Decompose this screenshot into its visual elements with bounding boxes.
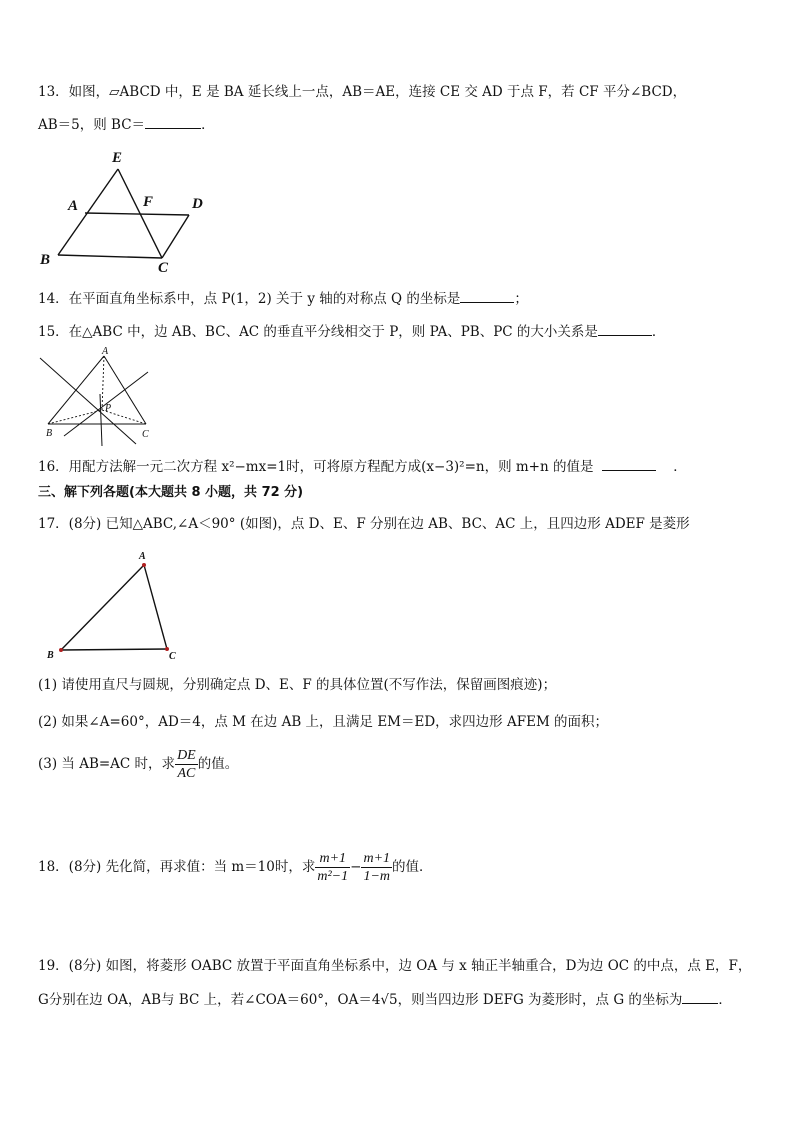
q15-suffix: ． [651,324,666,340]
q13-label-d: D [192,196,203,212]
q15-bisector-bc [100,394,102,446]
q19-line2-suffix: ． [718,992,732,1008]
q17-stem: 17．(8分) 已知△ABC,∠A＜90° (如图)，点 D、E、F 分别在边 AB、BC、AC 上，且四边形 ADEF 是菱形 [38,516,690,532]
q17-side-ab [61,565,144,650]
q15-segment-pa [102,356,104,410]
section-3-title: 三、解下列各题(本大题共 8 小题，共 72 分) [38,485,304,500]
q17-sub3 [38,744,238,784]
q13-answer-blank[interactable] [145,114,201,129]
q13-label-c: C [158,260,169,276]
q16-line [38,456,687,477]
q18-fraction-2 [361,850,392,885]
q18-suffix: 的值． [392,859,433,875]
q13-figure [34,146,224,278]
q18-fraction-1 [315,850,350,885]
q15-label-a: A [102,346,109,357]
q13-label-a: A [68,198,79,214]
q16-suffix: ． [673,459,687,475]
q18-line [38,847,433,887]
q15-label-p: P [105,403,112,414]
q15-label-c: C [142,429,149,440]
q15-figure [36,344,166,448]
q15-segment-pb [48,410,102,424]
q17-fraction-denominator: AC [177,766,196,781]
q15-line [38,321,665,342]
q18-fraction-2-denominator: 1−m [363,869,391,884]
q18-fraction-1-numerator: m+1 [315,850,350,868]
q13-label-b: B [40,252,51,268]
q14-suffix: ； [514,291,528,307]
q17-sub2: (2) 如果∠A=60°，AD＝4，点 M 在边 AB 上，且满足 EM＝ED，求四边形 AFEM 的面积； [38,714,609,730]
q13-label-e: E [112,150,123,166]
q13-line2 [38,114,215,135]
q19-line2-prefix: G分别在边 OA，AB与 BC 上，若∠COA＝60°，OA＝4√5，则当四边形 DEFG 为菱形时，点 G 的坐标为 [38,992,683,1008]
q17-label-c: C [169,651,176,662]
q18-minus: − [350,859,362,875]
q14-line [38,288,528,309]
q18-fraction-2-numerator: m+1 [363,851,391,866]
q17-fraction-numerator: DE [177,748,196,763]
q18-fraction-1-denominator: m²−1 [317,869,349,884]
q17-sub3-suffix: 的值。 [197,756,239,772]
q17-figure [40,548,190,666]
q17-label-a: A [139,551,146,562]
q14-text: 14．在平面直角坐标系中，点 P(1，2) 关于 y 轴的对称点 Q 的坐标是 [38,291,461,307]
q19-answer-blank[interactable] [682,989,718,1004]
q15-bisector-ab [40,358,136,444]
q18-prefix: 18．(8分) 先化简，再求值：当 m＝10时，求 [38,859,316,875]
q13-line1: 13．如图，▱ABCD 中，E 是 BA 延长线上一点，AB＝AE，连接 CE 交 AD 于点 F，若 CF 平分∠BCD， [38,84,687,100]
q14-answer-blank[interactable] [460,288,514,303]
q13-label-f: F [143,194,154,210]
q17-sub3-prefix: (3) 当 AB=AC 时，求 [38,756,176,772]
q16-answer-blank[interactable] [602,456,656,471]
q17-fraction-de-ac [175,747,198,782]
q15-label-b: B [46,428,53,439]
q19-line1: 19．(8分) 如图，将菱形 OABC 放置于平面直角坐标系中，边 OA 与 x 轴正半轴重合，D为边 OC 的中点，点 E，F， [38,958,752,974]
q15-answer-blank[interactable] [598,321,652,336]
q13-line-ad [85,213,189,215]
q19-line2 [38,989,732,1010]
q13-line-be [58,169,118,255]
q17-sub1: (1) 请使用直尺与圆规，分别确定点 D、E、F 的具体位置(不写作法，保留画图痕迹)； [38,677,557,693]
q13-line-dc [162,215,189,258]
q17-point-a [142,563,146,567]
q17-label-b: B [47,650,54,661]
q17-side-bc [61,649,167,650]
q17-point-b [59,648,63,652]
q13-line2-suffix: ． [201,117,215,133]
q13-line2-prefix: AB＝5，则 BC＝ [38,117,146,133]
q16-text: 16．用配方法解一元二次方程 x²−mx=1时，可将原方程配方成(x−3)²=n，则 m+n 的值是 [38,459,594,475]
q13-line-bc [58,255,162,258]
q17-side-ac [144,565,167,649]
q15-text: 15．在△ABC 中，边 AB、BC、AC 的垂直平分线相交于 P，则 PA、PB、PC 的大小关系是 [38,324,598,340]
